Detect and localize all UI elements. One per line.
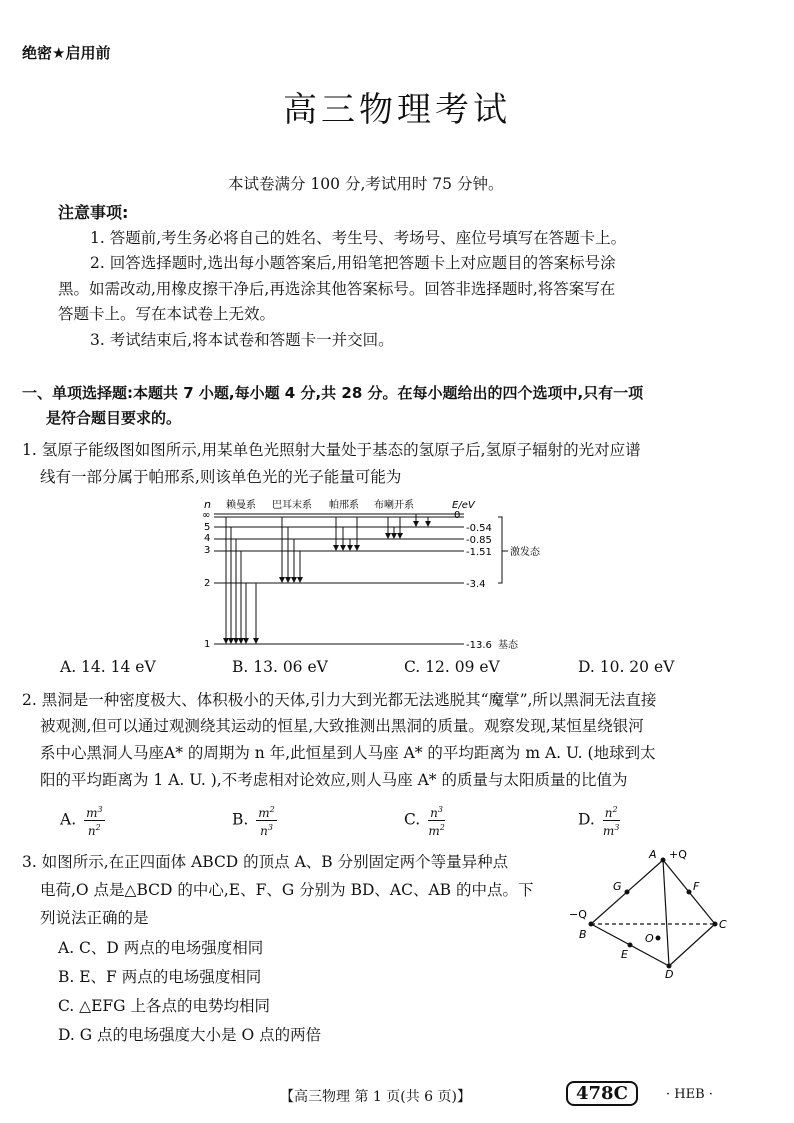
energy-level-diagram [196, 494, 576, 654]
option-fraction: $\frac{n^2}{m^3}$ [602, 805, 620, 838]
q3-stem: 3. 如图所示,在正四面体 ABCD 的顶点 A、B 分别固定两个等量异种点 [22, 853, 509, 871]
section-heading: 一、单项选择题:本题共 7 小题,每小题 4 分,共 28 分。在每小题给出的四个选项中,只有一项 [22, 384, 644, 402]
notice-line: 1. 答题前,考生务必将自己的姓名、考生号、考场号、座位号填写在答题卡上。 [90, 229, 627, 247]
exam-info: 本试卷满分 100 分,考试用时 75 分钟。 [228, 175, 504, 193]
q3-stem-cont: 电荷,O 点是△BCD 的中心,E、F、G 分别为 BD、AC、AB 的中点。下 [40, 881, 534, 899]
tetrahedron-diagram [565, 842, 745, 982]
vertex-a-label: A [649, 848, 657, 861]
level-n: 2 [204, 578, 211, 589]
exam-code-badge: 478C [566, 1081, 638, 1106]
level-n: 1 [204, 639, 211, 650]
notice-line: 2. 回答选择题时,选出每小题答案后,用铅笔把答题卡上对应题目的答案标号涂 [90, 254, 616, 272]
series-label: 巴耳末系 [272, 500, 312, 511]
notice-line: 答题卡上。写在本试卷上无效。 [58, 305, 276, 323]
level-energy: -0.54 [466, 523, 492, 534]
point-f-label: F [693, 880, 700, 893]
charge-a-label: +Q [669, 848, 687, 861]
q2-option-b[interactable] [232, 803, 277, 838]
point-e-label: E [621, 948, 628, 961]
q1-option-d[interactable]: D. 10. 20 eV [578, 658, 675, 676]
point-g-label: G [613, 880, 622, 893]
q1-option-c[interactable]: C. 12. 09 eV [404, 658, 500, 676]
q3-option-b[interactable]: B. E、F 两点的电场强度相同 [58, 968, 262, 986]
n-label: n [204, 498, 211, 511]
q3-stem-cont: 列说法正确的是 [40, 909, 149, 927]
level-energy: -13.6 [466, 640, 492, 651]
q1-stem-cont: 线有一部分属于帕邢系,则该单色光的光子能量可能为 [40, 468, 402, 486]
option-letter: B. [232, 810, 249, 829]
page-footer: 【高三物理 第 1 页(共 6 页)】 [280, 1089, 471, 1105]
q2-stem-cont: 阳的平均距离为 1 A. U. ),不考虑相对论效应,则人马座 A* 的质量与太阳质量的比值为 [40, 771, 628, 789]
series-label: 赖曼系 [226, 500, 256, 511]
q3-option-c[interactable]: C. △EFG 上各点的电势均相同 [58, 997, 270, 1015]
q1-option-a[interactable]: A. 14. 14 eV [60, 658, 156, 676]
q2-option-c[interactable] [404, 803, 445, 838]
option-fraction: $\frac{m^2}{n^3}$ [258, 805, 275, 838]
vertex-b-label: B [579, 928, 587, 941]
level-n: 3 [204, 545, 211, 556]
option-fraction: $\frac{m^3}{n^2}$ [86, 805, 103, 838]
q3-option-a[interactable]: A. C、D 两点的电场强度相同 [58, 939, 264, 957]
ground-label: 基态 [498, 640, 518, 651]
point-o-label: O [645, 932, 654, 945]
notice-heading: 注意事项: [58, 203, 129, 222]
series-label: 帕邢系 [329, 500, 359, 511]
secret-mark: 绝密★启用前 [22, 44, 111, 62]
footer-tag: · HEB · [666, 1087, 713, 1102]
series-label: 布喇开系 [374, 500, 414, 511]
page-title: 高三物理考试 [283, 90, 511, 130]
notice-line: 3. 考试结束后,将本试卷和答题卡一并交回。 [90, 331, 394, 349]
level-n: 5 [204, 522, 211, 533]
excited-label: 激发态 [510, 547, 540, 558]
vertex-c-label: C [719, 918, 727, 931]
option-fraction: $\frac{n^3}{m^2}$ [428, 805, 445, 838]
q2-option-d[interactable] [578, 803, 620, 838]
q1-stem: 1. 氢原子能级图如图所示,用某单色光照射大量处于基态的氢原子后,氢原子辐射的光对应谱 [22, 441, 641, 459]
section-heading-cont: 是符合题目要求的。 [46, 409, 182, 427]
level-energy: 0 [454, 510, 461, 521]
level-energy: -1.51 [466, 547, 492, 558]
charge-b-label: −Q [569, 908, 587, 921]
q2-stem-cont: 被观测,但可以通过观测绕其运动的恒星,大致推测出黑洞的质量。观察发现,某恒星绕银河 [40, 717, 644, 735]
level-energy: -0.85 [466, 535, 492, 546]
q3-option-d[interactable]: D. G 点的电场强度大小是 O 点的两倍 [58, 1026, 322, 1044]
level-n: ∞ [202, 510, 211, 521]
option-letter: D. [578, 810, 595, 829]
option-letter: C. [404, 810, 421, 829]
level-energy: -3.4 [466, 579, 486, 590]
vertex-d-label: D [665, 968, 674, 981]
level-n: 4 [204, 533, 211, 544]
q2-stem-cont: 系中心黑洞人马座A* 的周期为 n 年,此恒星到人马座 A* 的平均距离为 m A. U. (地球到太 [40, 744, 656, 762]
notice-line: 黑。如需改动,用橡皮擦干净后,再选涂其他答案标号。回答非选择题时,将答案写在 [58, 280, 616, 298]
q1-option-b[interactable]: B. 13. 06 eV [232, 658, 328, 676]
energy-axis-label: E/eV [452, 500, 475, 511]
option-letter: A. [60, 810, 77, 829]
q2-stem: 2. 黑洞是一种密度极大、体积极小的天体,引力大到光都无法逃脱其“魔掌”,所以黑洞无法直接 [22, 691, 657, 709]
q2-option-a[interactable] [60, 803, 105, 838]
